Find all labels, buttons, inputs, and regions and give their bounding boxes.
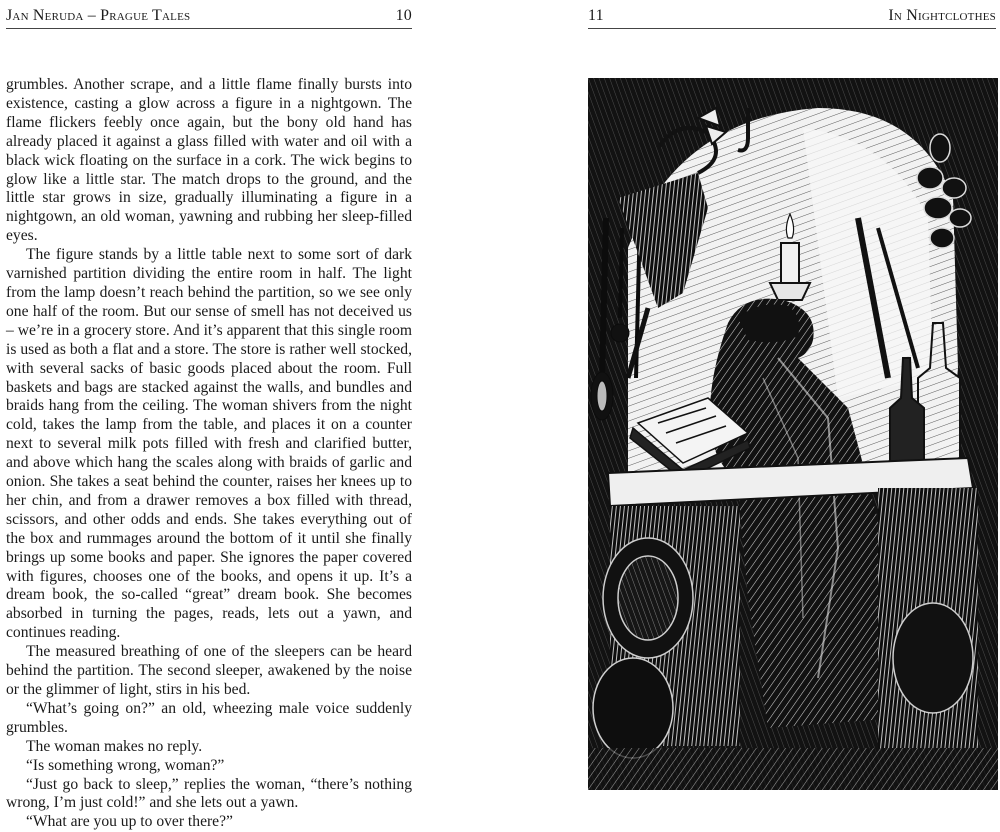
paragraph: The figure stands by a little table next to some sort of dark varnished partition dividing the entire room in half. The light from the lamp doesn’t reach behind the partition, so we see only one half of the room. But our sense of smell has not deceived us – we’re in a grocery store. And it’s apparent that this single room is used as both a flat and a store. The store is rather well stocked, with several sacks of basic goods placed about the room. Full baskets and bags are stacked against the walls, and bundles and braids hang from the ceiling. The woman shivers from the night cold, takes the lamp from the table, and places it on a counter next to several milk pots filled with fresh and clarified butter, and above which hang the scales along with braids of garlic and onion. She takes a seat behind the counter, raises her knees up to her chin, and from a drawer removes a box filled with thread, scissors, and other odds and ends. She takes everything out of the box and rummages around the bottom of it until she finally brings up some books and paper. She ignores the paper covered with figures, chooses one of the books, and opens it up. It’s a dream book, the so-called “great” dream book. She becomes absorbed in turning the pages, reads, lets out a yawn, and continues reading.: [6, 246, 412, 642]
paragraph: “Is something wrong, woman?”: [26, 756, 225, 774]
story-text: [6, 76, 412, 832]
paragraph: grumbles. Another scrape, and a little flame finally bursts into existence, casting a glow across a figure in a nightgown. The flame flickers feebly once again, but the bony old hand has already placed it against a glass filled with water and oil with a black wick floating on the surface in a cork. The wick begins to glow like a little star. The match drops to the ground, and the little star grows in size, gradually illuminating a figure in a nightgown, an old woman, yawning and rubbing her sleep-filled eyes.: [6, 76, 412, 245]
paragraph: The measured breathing of one of the sleepers can be heard behind the partition. The second sleeper, awakened by the noise or the glimmer of light, stirs in his bed.: [6, 643, 412, 698]
left-page: [0, 0, 500, 831]
page-number-right: 11: [588, 7, 604, 24]
chapter-title: In Nightclothes: [888, 7, 996, 24]
paragraph: “What’s going on?” an old, wheezing male voice suddenly grumbles.: [6, 699, 412, 736]
floor-shape: [588, 748, 998, 790]
page-number-left: 10: [395, 7, 412, 24]
woodcut-illustration: [588, 78, 998, 790]
book-title: Jan Neruda – Prague Tales: [6, 7, 191, 24]
right-running-head: [588, 4, 996, 29]
paragraph: “Just go back to sleep,” replies the woman, “there’s nothing wrong, I’m just cold!” and she lets out a yawn.: [6, 775, 412, 812]
paragraph: The woman makes no reply.: [26, 737, 203, 755]
left-running-head: [6, 4, 412, 29]
paragraph: “What are you up to over there?”: [26, 813, 233, 831]
right-page: [500, 0, 1000, 800]
